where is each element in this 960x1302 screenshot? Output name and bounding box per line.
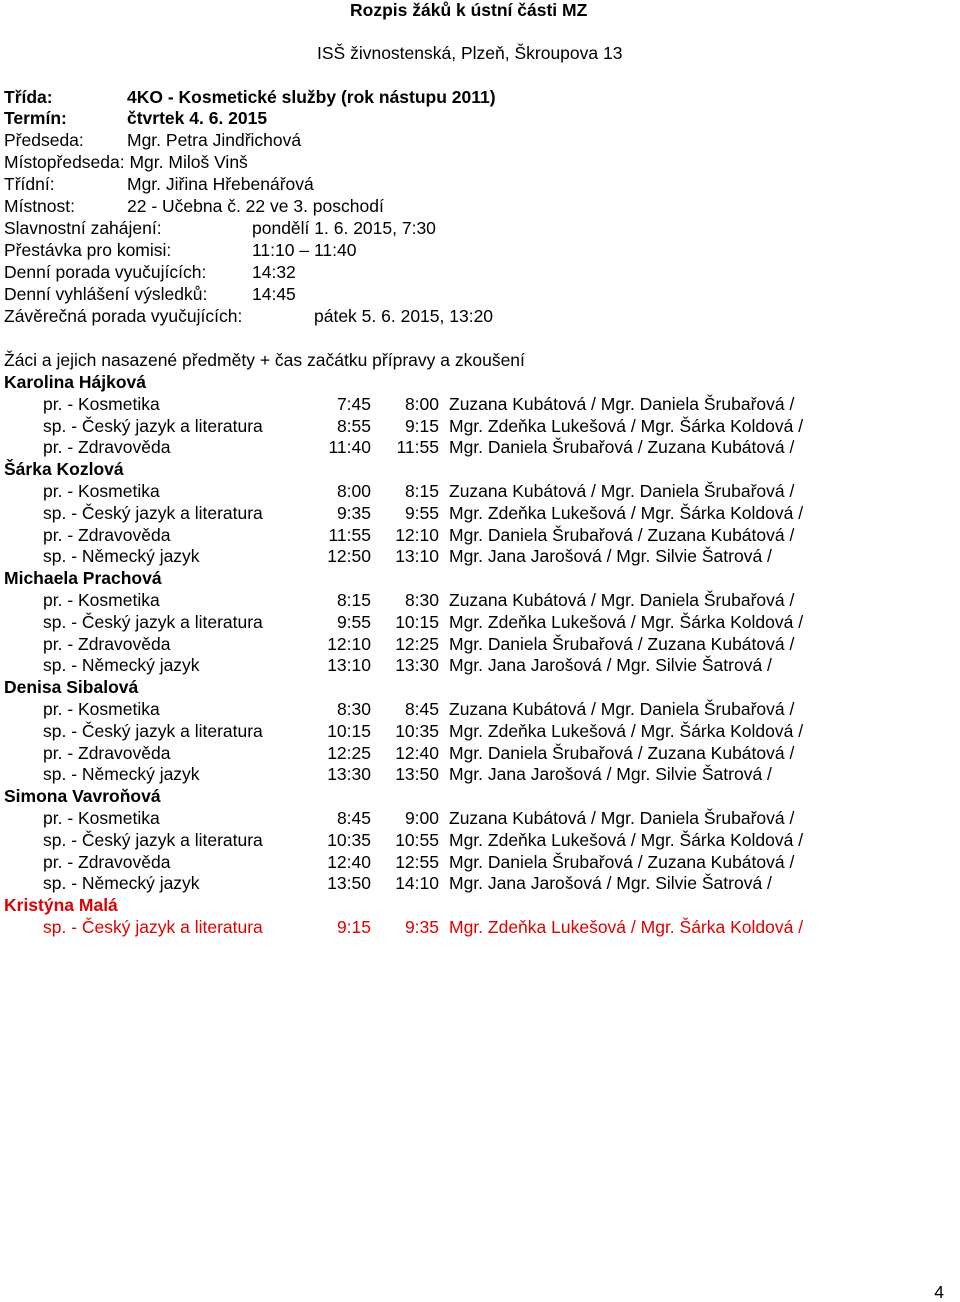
meeting-label: Denní porada vyučujících: — [4, 262, 207, 282]
examiners: Mgr. Zdeňka Lukešová / Mgr. Šárka Koldová / — [449, 917, 804, 937]
final-meeting-label: Závěrečná porada vyučujících: — [4, 306, 243, 326]
exam-start-time: 14:10 — [395, 873, 439, 893]
prep-start-time: 13:30 — [327, 764, 371, 784]
examiners: Mgr. Jana Jarošová / Mgr. Silvie Šatrová / — [449, 546, 772, 566]
exam-start-time: 9:00 — [404, 808, 439, 828]
exam-row — [0, 590, 960, 612]
exam-row — [0, 743, 960, 765]
exam-row — [0, 394, 960, 416]
exam-subject: sp. - Německý jazyk — [43, 655, 200, 675]
exam-start-time: 13:50 — [395, 764, 439, 784]
break-label: Přestávka pro komisi: — [4, 240, 172, 260]
exam-start-time: 9:55 — [404, 503, 439, 523]
exam-row — [0, 481, 960, 503]
prep-start-time: 11:55 — [328, 525, 371, 545]
opening-value: pondělí 1. 6. 2015, 7:30 — [252, 218, 436, 238]
exam-row — [0, 612, 960, 634]
prep-start-time: 13:10 — [327, 655, 371, 675]
exam-row — [0, 808, 960, 830]
examiners: Mgr. Daniela Šrubařová / Zuzana Kubátová / — [449, 437, 795, 457]
exam-subject: pr. - Kosmetika — [43, 808, 160, 828]
prep-start-time: 12:25 — [327, 743, 371, 763]
results-value: 14:45 — [252, 284, 296, 304]
student-name: Simona Vavroňová — [4, 786, 161, 806]
exam-row — [0, 721, 960, 743]
exam-start-time: 13:30 — [395, 655, 439, 675]
exam-row — [0, 764, 960, 786]
exam-subject: sp. - Český jazyk a literatura — [43, 830, 263, 850]
class-value: 4KO - Kosmetické služby (rok nástupu 2011) — [127, 87, 496, 107]
break-value: 11:10 – 11:40 — [252, 240, 357, 260]
exam-subject: sp. - Německý jazyk — [43, 546, 200, 566]
class-teacher-label: Třídní: — [4, 174, 55, 194]
student-name: Šárka Kozlová — [4, 459, 124, 479]
exam-subject: pr. - Kosmetika — [43, 481, 160, 501]
exam-subject: sp. - Český jazyk a literatura — [43, 917, 263, 937]
examiners: Mgr. Jana Jarošová / Mgr. Silvie Šatrová / — [449, 873, 772, 893]
prep-start-time: 9:15 — [336, 917, 371, 937]
exam-subject: pr. - Kosmetika — [43, 590, 160, 610]
exam-subject: pr. - Zdravověda — [43, 525, 171, 545]
exam-row — [0, 873, 960, 895]
exam-row — [0, 699, 960, 721]
opening-label: Slavnostní zahájení: — [4, 218, 162, 238]
exam-row — [0, 416, 960, 438]
exam-start-time: 12:40 — [395, 743, 439, 763]
exam-row — [0, 437, 960, 459]
school-name: ISŠ živnostenská, Plzeň, Škroupova 13 — [317, 43, 623, 63]
class-label: Třída: — [4, 87, 53, 107]
examiners: Mgr. Jana Jarošová / Mgr. Silvie Šatrová / — [449, 655, 772, 675]
prep-start-time: 10:35 — [327, 830, 371, 850]
exam-start-time: 10:55 — [395, 830, 439, 850]
exam-subject: pr. - Zdravověda — [43, 852, 171, 872]
examiners: Mgr. Daniela Šrubařová / Zuzana Kubátová / — [449, 743, 795, 763]
page-number: 4 — [934, 1282, 944, 1302]
term-value: čtvrtek 4. 6. 2015 — [127, 108, 268, 128]
exam-start-time: 13:10 — [395, 546, 439, 566]
examiners: Mgr. Daniela Šrubařová / Zuzana Kubátová / — [449, 852, 795, 872]
exam-subject: sp. - Český jazyk a literatura — [43, 503, 263, 523]
exam-start-time: 12:10 — [395, 525, 439, 545]
prep-start-time: 9:35 — [336, 503, 371, 523]
exam-subject: pr. - Kosmetika — [43, 394, 160, 414]
exam-subject: pr. - Zdravověda — [43, 634, 171, 654]
examiners: Mgr. Zdeňka Lukešová / Mgr. Šárka Koldová / — [449, 503, 804, 523]
exam-start-time: 12:25 — [395, 634, 439, 654]
prep-start-time: 11:40 — [328, 437, 371, 457]
exam-subject: pr. - Kosmetika — [43, 699, 160, 719]
exam-row — [0, 546, 960, 568]
room-label: Místnost: — [4, 196, 75, 216]
examiners: Zuzana Kubátová / Mgr. Daniela Šrubařová / — [449, 394, 795, 414]
exam-subject: sp. - Český jazyk a literatura — [43, 612, 263, 632]
examiners: Mgr. Zdeňka Lukešová / Mgr. Šárka Koldová / — [449, 416, 804, 436]
class-teacher-value: Mgr. Jiřina Hřebenářová — [127, 174, 314, 194]
exam-start-time: 10:35 — [395, 721, 439, 741]
examiners: Mgr. Daniela Šrubařová / Zuzana Kubátová / — [449, 525, 795, 545]
prep-start-time: 8:45 — [336, 808, 371, 828]
exam-row — [0, 503, 960, 525]
room-value: 22 - Učebna č. 22 ve 3. poschodí — [127, 196, 384, 216]
prep-start-time: 12:50 — [327, 546, 371, 566]
examiners: Mgr. Zdeňka Lukešová / Mgr. Šárka Koldová / — [449, 830, 804, 850]
examiners: Zuzana Kubátová / Mgr. Daniela Šrubařová / — [449, 699, 795, 719]
exam-start-time: 8:30 — [404, 590, 439, 610]
exam-start-time: 12:55 — [395, 852, 439, 872]
prep-start-time: 10:15 — [327, 721, 371, 741]
student-name: Kristýna Malá — [4, 895, 118, 915]
exam-row — [0, 852, 960, 874]
exam-subject: sp. - Český jazyk a literatura — [43, 416, 263, 436]
examiners: Zuzana Kubátová / Mgr. Daniela Šrubařová / — [449, 481, 795, 501]
exam-start-time: 8:00 — [404, 394, 439, 414]
examiners: Mgr. Daniela Šrubařová / Zuzana Kubátová / — [449, 634, 795, 654]
examiners: Zuzana Kubátová / Mgr. Daniela Šrubařová / — [449, 590, 795, 610]
student-name: Denisa Sibalová — [4, 677, 139, 697]
exam-start-time: 9:15 — [404, 416, 439, 436]
prep-start-time: 13:50 — [327, 873, 371, 893]
examiners: Mgr. Jana Jarošová / Mgr. Silvie Šatrová / — [449, 764, 772, 784]
results-label: Denní vyhlášení výsledků: — [4, 284, 208, 304]
chair-label: Předseda: — [4, 130, 84, 150]
exam-subject: pr. - Zdravověda — [43, 437, 171, 457]
section-heading: Žáci a jejich nasazené předměty + čas začátku přípravy a zkoušení — [4, 350, 525, 370]
final-meeting-value: pátek 5. 6. 2015, 13:20 — [314, 306, 494, 326]
exam-row — [0, 655, 960, 677]
exam-row — [0, 830, 960, 852]
exam-start-time: 9:35 — [404, 917, 439, 937]
exam-row — [0, 634, 960, 656]
prep-start-time: 12:40 — [327, 852, 371, 872]
document-title: Rozpis žáků k ústní části MZ — [350, 0, 588, 20]
prep-start-time: 8:00 — [336, 481, 371, 501]
prep-start-time: 7:45 — [336, 394, 371, 414]
exam-start-time: 8:45 — [404, 699, 439, 719]
chair-value: Mgr. Petra Jindřichová — [127, 130, 302, 150]
examiners: Zuzana Kubátová / Mgr. Daniela Šrubařová / — [449, 808, 795, 828]
examiners: Mgr. Zdeňka Lukešová / Mgr. Šárka Koldová / — [449, 721, 804, 741]
exam-subject: sp. - Německý jazyk — [43, 873, 200, 893]
exam-start-time: 8:15 — [404, 481, 439, 501]
exam-subject: pr. - Zdravověda — [43, 743, 171, 763]
prep-start-time: 8:30 — [336, 699, 371, 719]
exam-start-time: 11:55 — [396, 437, 439, 457]
prep-start-time: 8:55 — [336, 416, 371, 436]
exam-start-time: 10:15 — [395, 612, 439, 632]
term-label: Termín: — [4, 108, 67, 128]
examiners: Mgr. Zdeňka Lukešová / Mgr. Šárka Koldová / — [449, 612, 804, 632]
prep-start-time: 9:55 — [336, 612, 371, 632]
exam-row — [0, 917, 960, 939]
prep-start-time: 12:10 — [327, 634, 371, 654]
student-name: Karolina Hájková — [4, 372, 146, 392]
vice-chair: Místopředseda: Mgr. Miloš Vinš — [4, 152, 248, 172]
prep-start-time: 8:15 — [336, 590, 371, 610]
student-name: Michaela Prachová — [4, 568, 162, 588]
exam-subject: sp. - Český jazyk a literatura — [43, 721, 263, 741]
exam-row — [0, 525, 960, 547]
meeting-value: 14:32 — [252, 262, 296, 282]
exam-subject: sp. - Německý jazyk — [43, 764, 200, 784]
